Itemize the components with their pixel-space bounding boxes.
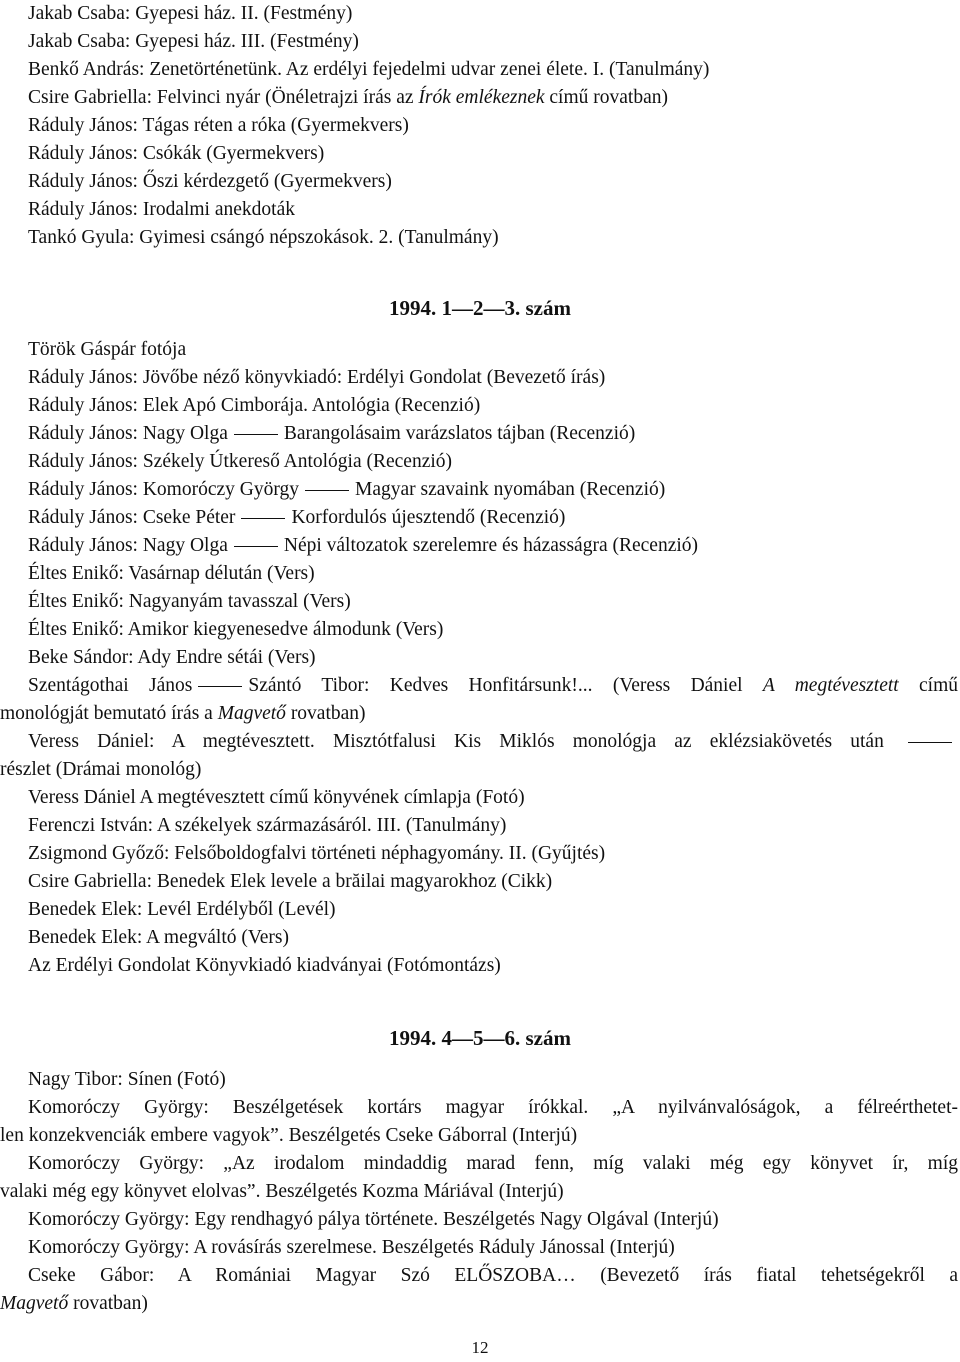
- entry: [28, 532, 960, 560]
- entry-text: Ráduly János: Cseke Péter: [28, 507, 236, 528]
- entry: Ráduly János: Őszi kérdezgető (Gyermekvers): [28, 171, 392, 192]
- entry: Török Gáspár fotója: [28, 339, 187, 360]
- entry-text: rovatban): [68, 1293, 148, 1314]
- entry: Nagy Tibor: Sínen (Fotó): [28, 1069, 226, 1090]
- entry: [28, 728, 958, 756]
- entry: [28, 84, 960, 112]
- entry-text: Veress Dániel: A megtévesztett. Misztótfalusi Kis Miklós monológja az eklézsiakövetés után: [28, 731, 884, 752]
- entry: Ráduly János: Elek Apó Cimborája. Antológia (Recenzió): [28, 395, 481, 416]
- entry-text: Korfordulós újesztendő (Recenzió): [291, 507, 566, 528]
- entry: [28, 476, 960, 504]
- work-title: A megtévesztett: [762, 675, 899, 696]
- entry: Beke Sándor: Ady Endre sétái (Vers): [28, 647, 316, 668]
- em-dash: [198, 686, 242, 688]
- issue-heading: 1994. 1—2—3. szám: [389, 296, 571, 320]
- entry-text: Csire Gabriella: Felvinci nyár (Önéletrajzi írás az: [28, 87, 419, 108]
- entry: Éltes Enikő: Amikor kiegyenesedve álmodunk (Vers): [28, 619, 444, 640]
- entry: Benedek Elek: A megváltó (Vers): [28, 927, 290, 948]
- entry-text: Barangolásaim varázslatos tájban (Recenzió): [283, 423, 636, 444]
- entry: [28, 672, 958, 700]
- entry-text: monológját bemutató írás a: [0, 703, 218, 724]
- entry-text: Népi változatok szerelemre és házasságra (Recenzió): [283, 535, 699, 556]
- entry-continuation: [0, 1290, 960, 1318]
- entry: Jakab Csaba: Gyepesi ház. III. (Festmény): [28, 31, 359, 52]
- entry-continuation: [0, 700, 960, 728]
- entry: Komoróczy György: „Az irodalom mindaddig marad fenn, míg valaki még egy könyvet ír, míg: [28, 1153, 958, 1174]
- entry-text: Ráduly János: Komoróczy György: [28, 479, 299, 500]
- entry: Komoróczy György: A rovásírás szerelmese. Beszélgetés Ráduly Jánossal (Interjú): [28, 1237, 675, 1258]
- entry: Csire Gabriella: Benedek Elek levele a brăilai magyarokhoz (Cikk): [28, 871, 553, 892]
- column-title: Írók emlékeznek: [418, 87, 545, 108]
- entry: Éltes Enikő: Nagyanyám tavasszal (Vers): [28, 591, 351, 612]
- entry-text: című rovatban): [544, 87, 668, 108]
- entry-text: Szántó Tibor: Kedves Honfitársunk!... (Veress Dániel: [248, 675, 763, 696]
- em-dash: [234, 434, 278, 436]
- entry-continuation: valaki még egy könyvet elolvas”. Beszélgetés Kozma Máriával (Interjú): [0, 1181, 564, 1202]
- entry: Veress Dániel A megtévesztett című könyvének címlapja (Fotó): [28, 787, 525, 808]
- entry: [28, 420, 960, 448]
- entry-text: Szentágothai János: [28, 675, 193, 696]
- entry: Komoróczy György: Egy rendhagyó pálya története. Beszélgetés Nagy Olgával (Interjú): [28, 1209, 719, 1230]
- em-dash: [234, 546, 278, 548]
- entry: Jakab Csaba: Gyepesi ház. II. (Festmény): [28, 3, 353, 24]
- entry: Ráduly János: Tágas réten a róka (Gyermekvers): [28, 115, 409, 136]
- entry: Tankó Gyula: Gyimesi csángó népszokások. 2. (Tanulmány): [28, 227, 499, 248]
- entry: Ferenczi István: A székelyek származásáról. III. (Tanulmány): [28, 815, 507, 836]
- entry: Ráduly János: Jövőbe néző könyvkiadó: Erdélyi Gondolat (Bevezető írás): [28, 367, 606, 388]
- entry: [28, 504, 960, 532]
- entry: Éltes Enikő: Vasárnap délután (Vers): [28, 563, 315, 584]
- em-dash: [908, 742, 952, 744]
- entry: Ráduly János: Irodalmi anekdoták: [28, 199, 295, 220]
- em-dash: [305, 490, 349, 492]
- page-number: 12: [471, 1338, 489, 1357]
- column-title: Magvető: [217, 703, 286, 724]
- entry: Ráduly János: Csókák (Gyermekvers): [28, 143, 325, 164]
- entry: Ráduly János: Székely Útkereső Antológia (Recenzió): [28, 451, 453, 472]
- column-title: Magvető: [0, 1293, 69, 1314]
- entry: Benkő András: Zenetörténetünk. Az erdélyi fejedelmi udvar zenei élete. I. (Tanulmány): [28, 59, 710, 80]
- entry-text: Magyar szavaink nyomában (Recenzió): [354, 479, 666, 500]
- entry-text: Ráduly János: Nagy Olga: [28, 535, 228, 556]
- entry: Cseke Gábor: A Romániai Magyar Szó ELŐSZOBA… (Bevezető írás fiatal tehetségekről a: [28, 1265, 958, 1286]
- entry: Benedek Elek: Levél Erdélyből (Levél): [28, 899, 336, 920]
- entry: Az Erdélyi Gondolat Könyvkiadó kiadványai (Fotómontázs): [28, 955, 501, 976]
- issue-heading: 1994. 4—5—6. szám: [389, 1026, 571, 1050]
- entry: Zsigmond Győző: Felsőboldogfalvi történeti néphagyomány. II. (Gyűjtés): [28, 843, 606, 864]
- entry: Komoróczy György: Beszélgetések kortárs magyar írókkal. „A nyilvánvalóságok, a félreérthetet-: [28, 1097, 958, 1118]
- entry-text: című: [898, 675, 958, 696]
- entry-continuation: len konzekvenciák embere vagyok”. Beszélgetés Cseke Gáborral (Interjú): [0, 1125, 578, 1146]
- entry-text: rovatban): [285, 703, 366, 724]
- entry-continuation: részlet (Drámai monológ): [0, 759, 202, 780]
- em-dash: [241, 518, 285, 520]
- entry-text: Ráduly János: Nagy Olga: [28, 423, 228, 444]
